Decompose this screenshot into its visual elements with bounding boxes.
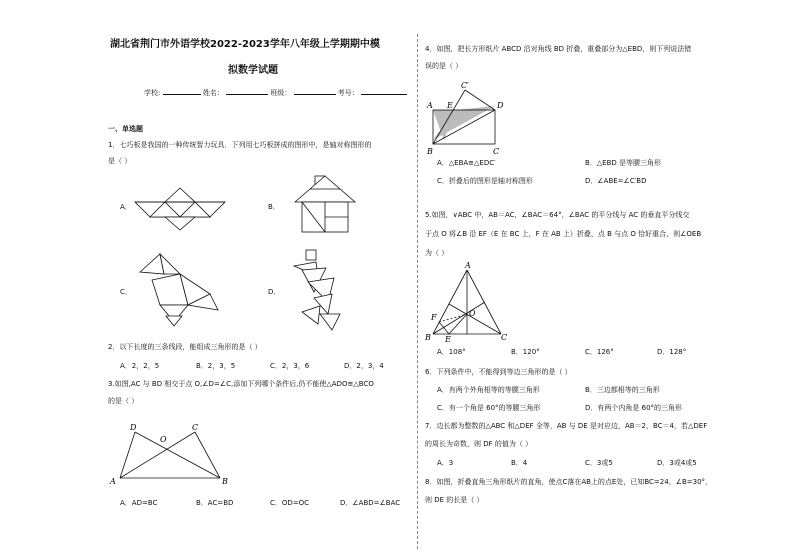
q6-option-c: C．有一个角是 60°的等腰三角形 <box>437 404 541 412</box>
q7-option-d: D．3或4或5 <box>657 459 697 467</box>
q3-label-b: B <box>222 477 228 486</box>
q4-label-b: B <box>427 147 433 156</box>
q4-label-e: E <box>447 101 453 110</box>
q1-option-a-label: A． <box>120 203 132 211</box>
q4-label-d: D <box>497 101 504 110</box>
q5-label-o: O <box>469 309 476 318</box>
q5-option-c: C．126° <box>585 348 614 356</box>
q7-text-line2: 的周长为奇数，则 DF 的值为（ ） <box>425 440 533 448</box>
q1-text-line2: 是（ ） <box>108 157 132 165</box>
q3-figure-crossing-triangles <box>110 420 230 488</box>
q5-option-a: A．108° <box>437 348 466 356</box>
q5-label-f: F <box>431 313 437 322</box>
q3-text-line2: 的是（ ） <box>108 397 139 405</box>
exam-title-line2: 拟数学试题 <box>228 65 278 76</box>
exam-title-line1: 湖北省荆门市外语学校2022-2023学年八年级上学期期中模 <box>110 39 380 50</box>
q5-label-c: C <box>501 333 508 342</box>
q3-text-line1: 3.如图,AC 与 BD 相交于点 O,∠D=∠C,添加下列哪个条件后,仍不能使△ADO≌△BCO <box>108 380 374 388</box>
q4-option-b: B．△EBD 是等腰三角形 <box>585 159 662 167</box>
q4-figure-folded-rectangle <box>425 78 515 158</box>
number-field[interactable] <box>361 94 407 95</box>
column-divider <box>417 34 418 549</box>
q2-option-d: D．2，3，4 <box>344 362 384 370</box>
q3-option-c: C．OD=OC <box>270 499 310 507</box>
q3-option-d: D．∠ABD=∠BAC <box>340 499 401 507</box>
q5-label-e: E <box>445 335 451 344</box>
q4-text-line1: 4．如图，把长方形纸片 ABCD 沿对角线 BD 折叠，重叠部分为△EBD，则下列说法错 <box>425 45 692 53</box>
q2-text: 2．以下长度的三条线段，能组成三角形的是（ ） <box>108 343 262 351</box>
q3-option-b: B．AC=BD <box>196 499 234 507</box>
q1-figure-d-figure <box>288 248 348 333</box>
school-label: 学校: <box>144 89 161 97</box>
q3-label-d: D <box>130 423 137 432</box>
q1-figure-c-bird <box>130 250 225 330</box>
q6-option-b: B．三边都相等的三角形 <box>585 386 660 394</box>
school-field[interactable] <box>163 94 201 95</box>
q1-option-d-label: D． <box>268 288 281 296</box>
q6-option-a: A．有两个外角相等的等腰三角形 <box>437 386 540 394</box>
q4-option-d: D．∠ABE=∠C′BD <box>585 177 647 185</box>
q6-text: 6．下列条件中，不能得到等边三角形的是（ ） <box>425 368 572 376</box>
q4-option-c: C．折叠后的图形是轴对称图形 <box>437 177 533 185</box>
class-label: 班级： <box>270 89 292 97</box>
q2-option-a: A．2，2，5 <box>120 362 160 370</box>
name-field[interactable] <box>226 94 268 95</box>
student-info-row <box>144 88 407 98</box>
q5-text-line2: 于点 O 将∠B 沿 EF（E 在 BC 上，F 在 AB 上）折叠，点 B 与点 O 恰好重合，则∠OEB <box>425 230 702 238</box>
name-label: 姓名： <box>202 89 224 97</box>
q7-text-line1: 7．边长都为整数的△ABC 和△DEF 全等，AB 与 DE 是对应边，AB＝2，BC＝4，若△DEF <box>425 422 708 430</box>
q8-text-line1: 8．如图，折叠直角三角形纸片的直角，使点C落在AB上的点E处，已知BC=24，∠B=30°， <box>425 478 713 486</box>
q4-label-a: A <box>427 101 433 110</box>
q5-option-d: D．128° <box>657 348 687 356</box>
q1-figure-a-boat <box>130 182 230 232</box>
q2-option-b: B．2，3，5 <box>196 362 236 370</box>
q7-option-b: B．4 <box>511 459 528 467</box>
q4-label-c: C <box>493 147 500 156</box>
q5-text-line3: 为（ ） <box>425 249 449 257</box>
q5-figure-isosceles-triangle <box>425 261 508 344</box>
q6-option-d: D．有两个内角是 60°的三角形 <box>585 404 683 412</box>
q4-text-line2: 误的是（ ） <box>425 62 463 70</box>
q3-label-a: A <box>110 477 116 486</box>
q3-label-o: O <box>160 435 167 444</box>
q4-option-a: A．△EBA≌△EDC′ <box>437 159 496 167</box>
q5-label-b: B <box>425 333 431 342</box>
q3-option-a: A．AD=BC <box>120 499 158 507</box>
q5-option-b: B．120° <box>511 348 540 356</box>
q4-label-cprime: C′ <box>461 81 469 90</box>
q1-figure-b-house <box>290 172 360 237</box>
q1-option-c-label: C． <box>120 288 132 296</box>
number-label: 考号： <box>337 89 359 97</box>
q7-option-a: A．3 <box>437 459 454 467</box>
q3-label-c: C <box>192 423 199 432</box>
q8-text-line2: 则 DE 的长是（ ） <box>425 496 484 504</box>
class-field[interactable] <box>294 94 336 95</box>
section-heading: 一、单选题 <box>108 125 143 133</box>
q5-label-a: A <box>465 261 471 270</box>
q2-option-c: C．2，3，6 <box>270 362 310 370</box>
q1-option-b-label: B． <box>268 203 280 211</box>
q7-option-c: C．3或5 <box>585 459 613 467</box>
q5-text-line1: 5.如图，∨ABC 中，AB＝AC，∠BAC＝64°，∠BAC 的平分线与 AC 的垂直平分线交 <box>425 211 690 219</box>
q1-text-line1: 1．七巧板是我国的一种传统智力玩具．下列用七巧板拼成的图形中，是轴对称图形的 <box>108 141 372 149</box>
